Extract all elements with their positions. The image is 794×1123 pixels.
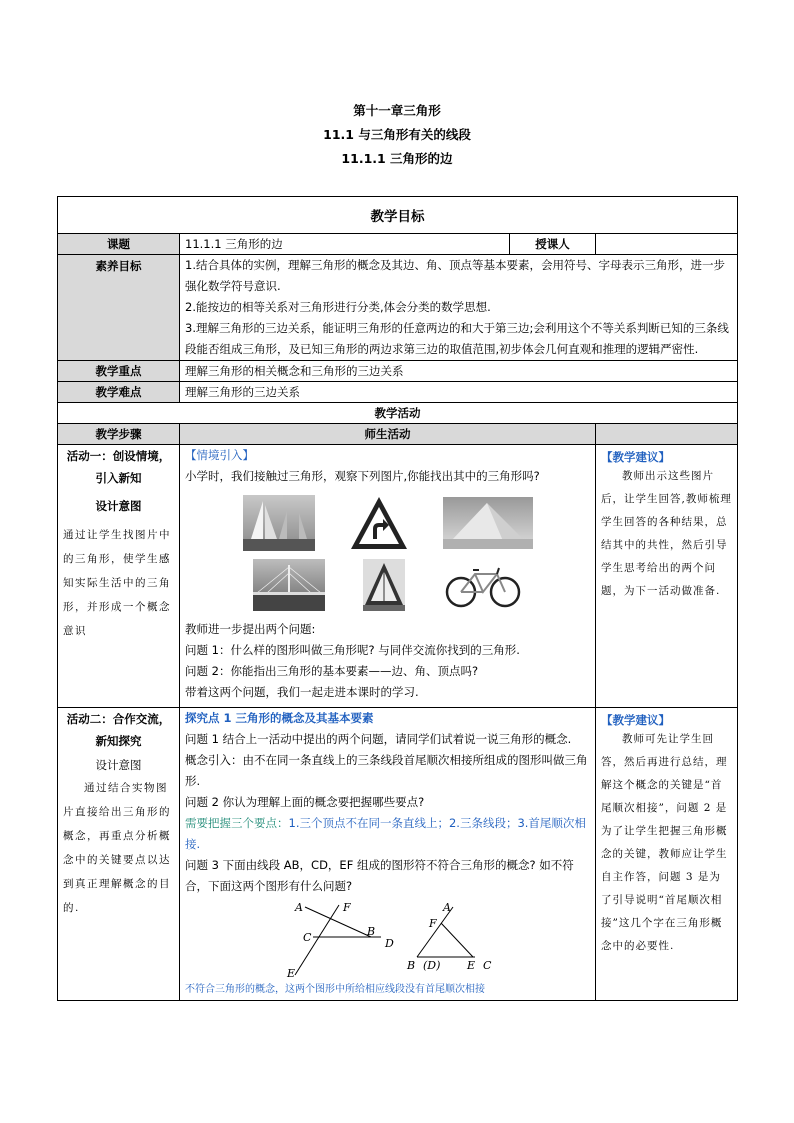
activity-section-header: 教学活动: [58, 403, 738, 424]
topic-value: 11.1.1 三角形的边: [180, 234, 510, 255]
fig-label: A: [295, 901, 303, 914]
activity1-line: 问题 1：什么样的图形叫做三角形呢? 与同伴交流你找到的三角形.: [185, 643, 520, 657]
activity1-line: 教师进一步提出两个问题:: [185, 622, 316, 636]
difficult-value: 理解三角形的三边关系: [180, 382, 738, 403]
document-titles: [0, 99, 794, 171]
goals-label: 素养目标: [58, 255, 180, 361]
goal-item: 2.能按边的相等关系对三角形进行分类,体会分类的数学思想.: [185, 300, 491, 314]
segment-figures: [185, 897, 590, 979]
activity1-content: [180, 445, 596, 708]
activity1-design-label: 设计意图: [95, 499, 142, 513]
activity2-line: 问题 1 结合上一活动中提出的两个问题，请同学们试着说一说三角形的概念.: [185, 732, 572, 746]
picture-row-2: [185, 559, 590, 611]
fig-label: C: [303, 931, 312, 944]
fig-label: B: [407, 959, 416, 972]
key-value: 理解三角形的相关概念和三角形的三边关系: [180, 361, 738, 382]
need-prefix: 需要把握三个要点：: [185, 816, 289, 830]
activity2-tip: [596, 708, 738, 1001]
fig-label: C: [483, 959, 492, 972]
activity2-tip-title: 【教学建议】: [601, 713, 670, 727]
activity1-tip: [596, 445, 738, 708]
steps-label: 教学步骤: [58, 424, 180, 445]
goals-list: [180, 255, 738, 361]
fig-label: F: [429, 917, 437, 930]
difficult-label: 教学难点: [58, 382, 180, 403]
fig-label: E: [467, 959, 476, 972]
fig-label: D: [385, 937, 394, 950]
activity1-line: 带着这两个问题，我们一起走进本课时的学习.: [185, 685, 419, 699]
sailboat-image: [243, 495, 315, 551]
activity2-line: 问题 2 你认为理解上面的概念要把握哪些要点?: [185, 795, 425, 809]
bicycle-image: [443, 560, 523, 610]
house-image: [363, 559, 405, 611]
activity2-title: 活动二：合作交流，新知探究: [66, 712, 171, 748]
road-sign-image: [349, 495, 409, 551]
goal-item: 1.结合具体的实例，理解三角形的概念及其边、角、顶点等基本要素，会用符号、字母表示三角形，进一步强化数学符号意识.: [185, 258, 725, 293]
key-label: 教学重点: [58, 361, 180, 382]
topic-label: 课题: [58, 234, 180, 255]
activity2-content: [180, 708, 596, 1001]
bridge-image: [253, 559, 325, 611]
activity2-design-label: 设计意图: [95, 758, 142, 772]
chapter-title: 第十一章三角形: [353, 103, 441, 118]
activity1-tip-title: 【教学建议】: [601, 450, 670, 464]
subsection-title: 11.1.1 三角形的边: [341, 151, 453, 166]
activity2-line: 概念引入：由不在同一条直线上的三条线段首尾顺次相接所组成的图形叫做三角形.: [185, 753, 588, 788]
fig-label: F: [343, 901, 351, 914]
table-title: 教学目标: [58, 197, 738, 234]
teacher-label: 授课人: [510, 234, 596, 255]
need-points: [185, 813, 590, 855]
pyramid-image: [443, 497, 533, 549]
activity2-design-text: 通过结合实物图片直接给出三角形的概念，再重点分析概念中的关键要点以达到真正理解概念的目的.: [63, 782, 171, 914]
activity1-tag: 【情境引入】: [185, 448, 254, 462]
explore-point-title: 探究点 1 三角形的概念及其基本要素: [185, 711, 374, 725]
activity1-design-text: 通过让学生找图片中的三角形，使学生感知实际生活中的三角形，并形成一个概念意识: [63, 529, 171, 637]
activity1-tip-text: 教师出示这些图片后，让学生回答,教师梳理学生回答的各种结果，总结其中的共性，然后引导学生思考给出的两个问题，为下一活动做准备.: [601, 470, 732, 597]
question-3: 问题 3 下面由线段 AB，CD，EF 组成的图形符不符合三角形的概念? 如不符合，下面这两个图形有什么问题?: [185, 858, 574, 893]
fig-label: B: [367, 925, 376, 938]
activity2-left: [58, 708, 180, 1001]
fig-label: (D): [423, 959, 441, 972]
segment-figures-svg: [185, 897, 515, 979]
activity-label: 师生活动: [180, 424, 596, 445]
section-title: 11.1 与三角形有关的线段: [323, 127, 471, 142]
picture-row-1: [185, 495, 590, 551]
activity1-left: [58, 445, 180, 708]
activity1-title: 活动一：创设情境，引入新知: [66, 449, 171, 485]
activity2-tip-text: 教师可先让学生回答，然后再进行总结，理解这个概念的关键是“首尾顺次相接”，问题 2 是为了让学生把握三角形概念的关键，教师应让学生自主作答，问题 3 是为了引导说明“首尾顺次相接”这几个字在三角形概念中的必要性.: [601, 733, 728, 952]
activity1-line: 问题 2：你能指出三角形的基本要素——边、角、顶点吗?: [185, 664, 479, 678]
goal-item: 3.理解三角形的三边关系，能证明三角形的任意两边的和大于第三边;会利用这个不等关系判断已知的三条线段能否组成三角形，及已知三角形的两边求第三边的取值范围,初步体会几何直观和推理的逻辑严密性.: [185, 321, 729, 356]
need-points-text: 1.三个顶点不在同一条直线上；2.三条线段；3.首尾顺次相接.: [185, 816, 586, 851]
activity1-question: 小学时，我们接触过三角形，观察下列图片,你能找出其中的三角形吗?: [185, 469, 540, 483]
teacher-value: [596, 234, 738, 255]
question-3-answer: 不符合三角形的概念，这两个图形中所给相应线段没有首尾顺次相接: [185, 984, 485, 995]
fig-label: E: [287, 967, 296, 979]
lesson-plan-table: [57, 196, 738, 1001]
fig-label: A: [443, 901, 451, 914]
